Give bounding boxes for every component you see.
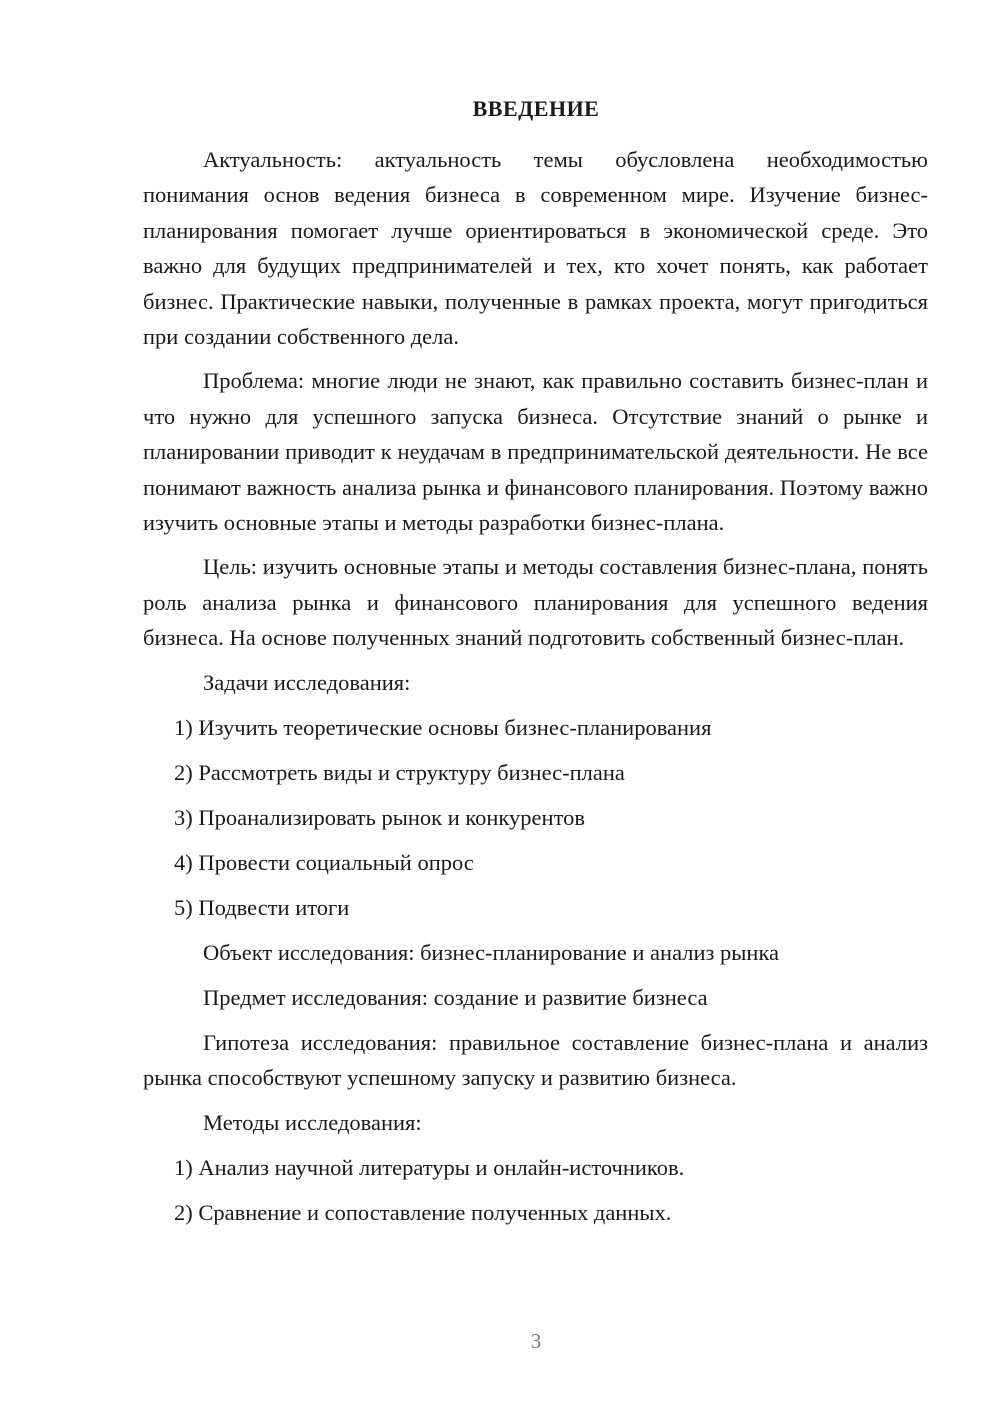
document-body [143, 142, 928, 1240]
object-line: Объект исследования: бизнес-планирование и анализ рынка [203, 939, 780, 965]
list-item: 4) Провести социальный опрос [174, 849, 474, 875]
list-item: 2) Сравнение и сопоставление полученных данных. [174, 1199, 672, 1225]
list-item: 5) Подвести итоги [174, 894, 350, 920]
subject-line: Предмет исследования: создание и развитие бизнеса [203, 984, 708, 1010]
list-item: 2) Рассмотреть виды и структуру бизнес-плана [174, 759, 625, 785]
methods-list [143, 1150, 928, 1230]
page-number: 3 [530, 1329, 542, 1353]
methods-heading: Методы исследования: [203, 1109, 422, 1135]
relevance-paragraph: Актуальность: актуальность темы обусловлена необходимостью понимания основ ведения бизнеса в современном мире. Изучение бизнес-планирования помогает лучше ориентироваться в экономической среде. Это важно для будущих предпринимателей и тех, кто хочет понять, как работает бизнес. Практические навыки, полученные в рамках проекта, могут пригодиться при создании собственного дела. [143, 147, 928, 350]
list-item: 1) Изучить теоретические основы бизнес-планирования [174, 714, 712, 740]
tasks-heading: Задачи исследования: [203, 669, 411, 695]
section-title: ВВЕДЕНИЕ [472, 96, 600, 121]
problem-paragraph: Проблема: многие люди не знают, как правильно составить бизнес-план и что нужно для успешного запуска бизнеса. Отсутствие знаний о рынке и планировании приводит к неудачам в предпринимательской деятельности. Не все понимают важность анализа рынка и финансового планирования. Поэтому важно изучить основные этапы и методы разработки бизнес-плана. [143, 368, 928, 536]
list-item: 3) Проанализировать рынок и конкурентов [174, 804, 585, 830]
list-item: 1) Анализ научной литературы и онлайн-источников. [174, 1154, 685, 1180]
hypothesis-paragraph: Гипотеза исследования: правильное составление бизнес-плана и анализ рынка способствуют успешному запуску и развитию бизнеса. [143, 1029, 928, 1091]
goal-paragraph: Цель: изучить основные этапы и методы составления бизнес-плана, понять роль анализа рынка и финансового планирования для успешного ведения бизнеса. На основе полученных знаний подготовить собственный бизнес-план. [143, 554, 928, 651]
tasks-list [143, 710, 928, 925]
